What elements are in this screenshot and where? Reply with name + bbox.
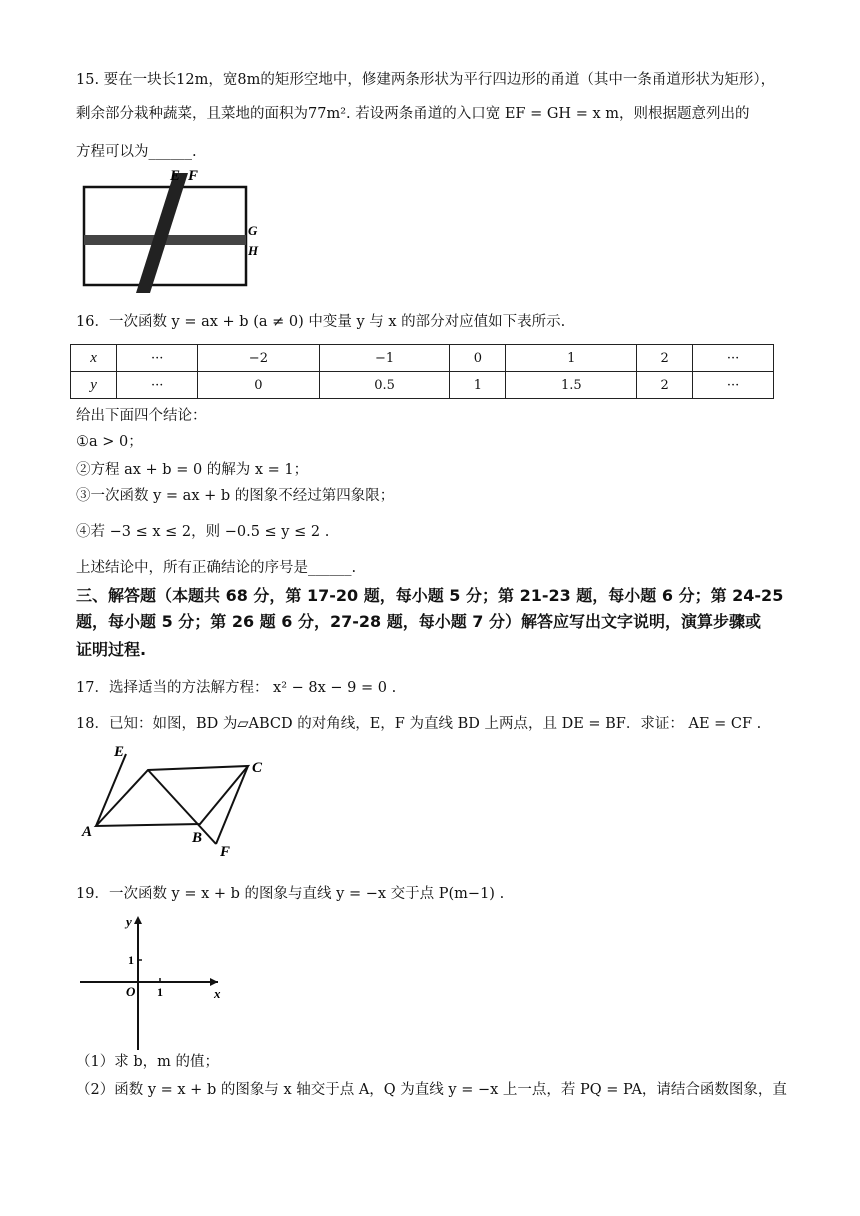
label-g: G bbox=[248, 223, 258, 238]
diagonal-bd bbox=[148, 770, 216, 844]
table-row-x bbox=[71, 345, 774, 372]
section-3-heading-line-2: 题，每小题 5 分；第 26 题 6 分，27-28 题，每小题 7 分）解答应写出文字说明，演算步骤或 bbox=[76, 612, 761, 631]
label-e: E bbox=[114, 744, 125, 760]
q15-road-figure bbox=[78, 165, 268, 295]
label-h: H bbox=[248, 243, 259, 258]
section-3-heading-line-3: 证明过程. bbox=[76, 640, 147, 659]
table-cell: ··· bbox=[117, 345, 198, 372]
q16-conclusion-3: ③一次函数 y = ax + b 的图象不经过第四象限； bbox=[76, 488, 395, 504]
table-header-y: y bbox=[71, 372, 117, 399]
table-header-x: x bbox=[71, 345, 117, 372]
table-cell: 1 bbox=[450, 372, 506, 399]
x-axis-arrow bbox=[210, 978, 218, 986]
table-cell: ··· bbox=[693, 345, 774, 372]
table-cell: 0 bbox=[450, 345, 506, 372]
q16-conclusion-intro: 给出下面四个结论： bbox=[76, 408, 207, 424]
q16-conclusion-1: ①a > 0； bbox=[76, 434, 143, 450]
q18-text: 18．已知：如图，BD 为▱ABCD 的对角线，E，F 为直线 BD 上两点，且 DE = BF．求证： AE = CF . bbox=[76, 716, 762, 732]
q16-conclusion-2: ②方程 ax + b = 0 的解为 x = 1； bbox=[76, 462, 309, 478]
label-e: E bbox=[170, 168, 181, 184]
q16-value-table bbox=[70, 344, 774, 399]
table-cell: −1 bbox=[319, 345, 450, 372]
q15-line-1: 15. 要在一块长12m，宽8m的矩形空地中，修建两条形状为平行四边形的甬道（其中一条甬道形状为矩形）， bbox=[76, 72, 776, 88]
y-axis-arrow bbox=[134, 916, 142, 924]
section-3-heading-line-1: 三、解答题（本题共 68 分，第 17-20 题，每小题 5 分；第 21-23 题，每小题 6 分；第 24-25 bbox=[76, 586, 784, 605]
label-x-axis: x bbox=[214, 986, 221, 1001]
q15-line-3: 方程可以为______. bbox=[76, 144, 197, 160]
label-origin: O bbox=[126, 984, 136, 999]
label-f: F bbox=[220, 844, 231, 860]
label-b: B bbox=[192, 830, 203, 846]
q19-part-2: （2）函数 y = x + b 的图象与 x 轴交于点 A，Q 为直线 y = −x 上一点，若 PQ = PA，请结合函数图象，直 bbox=[76, 1082, 787, 1098]
line-ae bbox=[96, 754, 126, 826]
q16-intro: 16．一次函数 y = ax + b (a ≠ 0) 中变量 y 与 x 的部分对应值如下表所示. bbox=[76, 314, 566, 330]
label-y-one: 1 bbox=[128, 953, 134, 967]
table-cell: 0 bbox=[198, 372, 320, 399]
table-cell: −2 bbox=[198, 345, 320, 372]
table-cell: 1.5 bbox=[506, 372, 637, 399]
label-a: A bbox=[82, 824, 93, 840]
slanted-road bbox=[136, 173, 188, 293]
table-row-y bbox=[71, 372, 774, 399]
q19-axes-figure bbox=[76, 910, 226, 1052]
q19-text: 19．一次函数 y = x + b 的图象与直线 y = −x 交于点 P(m−1) . bbox=[76, 886, 505, 902]
table-cell: 2 bbox=[637, 345, 693, 372]
q19-part-1: （1）求 b，m 的值； bbox=[76, 1054, 219, 1070]
table-cell: 0.5 bbox=[319, 372, 450, 399]
q17-text: 17．选择适当的方法解方程： x² − 8x − 9 = 0 . bbox=[76, 680, 397, 696]
q18-parallelogram-figure bbox=[78, 742, 278, 860]
label-f: F bbox=[188, 168, 199, 184]
table-cell: ··· bbox=[693, 372, 774, 399]
table-cell: 2 bbox=[637, 372, 693, 399]
q16-ask: 上述结论中，所有正确结论的序号是______. bbox=[76, 560, 357, 576]
label-c: C bbox=[252, 760, 263, 776]
label-y-axis: y bbox=[126, 914, 132, 929]
q16-conclusion-4: ④若 −3 ≤ x ≤ 2，则 −0.5 ≤ y ≤ 2 . bbox=[76, 524, 330, 540]
label-x-one: 1 bbox=[157, 985, 163, 999]
line-cf bbox=[216, 766, 248, 844]
q15-line-2: 剩余部分栽种蔬菜，且菜地的面积为77m². 若设两条甬道的入口宽 EF = GH = x m，则根据题意列出的 bbox=[76, 106, 750, 122]
table-cell: 1 bbox=[506, 345, 637, 372]
table-cell: ··· bbox=[117, 372, 198, 399]
